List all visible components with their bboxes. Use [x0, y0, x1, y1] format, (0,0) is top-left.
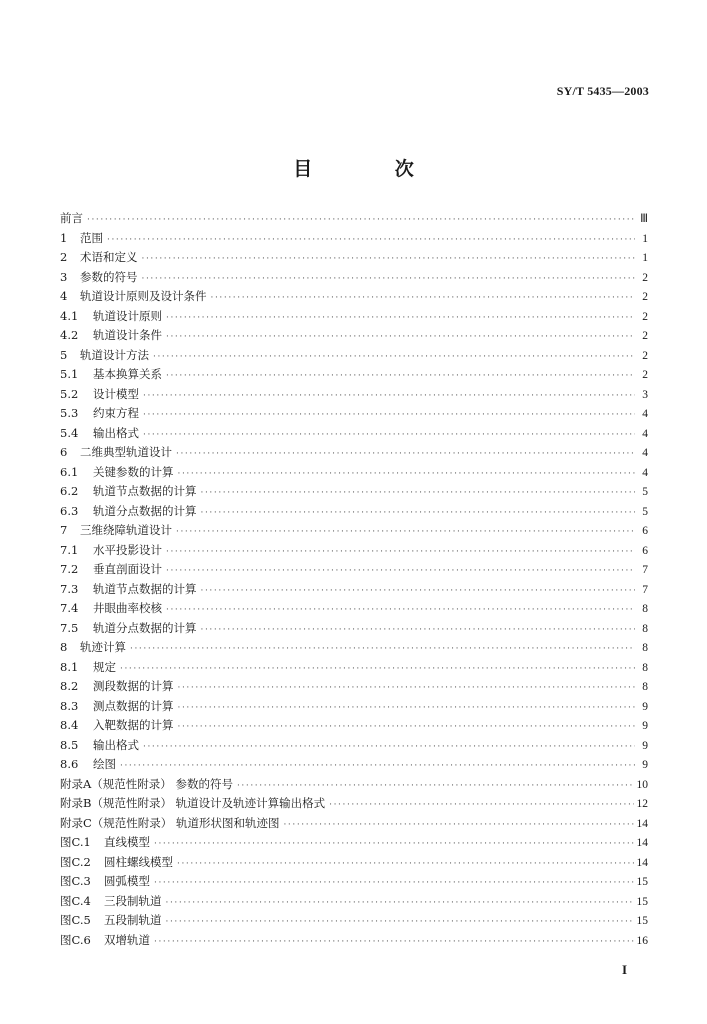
- toc-entry: [60, 463, 648, 483]
- toc-entry-page: 15: [636, 876, 648, 888]
- dot-leader: [178, 465, 636, 485]
- dot-leader: [143, 426, 635, 446]
- toc-entry-title: 关键参数的计算: [93, 464, 174, 479]
- toc-entry: [60, 697, 648, 717]
- toc-entry-page: 6: [642, 525, 648, 537]
- toc-entry: [60, 872, 648, 892]
- toc-entry-page: 16: [636, 934, 648, 947]
- toc-entry-page: 4: [642, 466, 648, 479]
- toc-entry: [60, 911, 648, 931]
- dot-leader: [154, 933, 634, 953]
- toc-entry-title: 前言: [60, 211, 83, 225]
- toc-entry-page: 5: [642, 505, 648, 518]
- dot-leader: [166, 894, 634, 914]
- toc-entry: [60, 658, 648, 678]
- toc-entry-number: 4.2: [60, 328, 79, 342]
- page-title: 目 次: [293, 158, 452, 180]
- toc-entry-number: 5.1: [60, 367, 79, 381]
- toc-entry-page: 3: [642, 388, 648, 401]
- toc-entry-title: 约束方程: [93, 406, 139, 420]
- toc-entry-number: 图C.1: [60, 835, 91, 849]
- toc-entry: [60, 638, 648, 658]
- dot-leader: [143, 738, 635, 758]
- dot-leader: [142, 250, 636, 270]
- dot-leader: [107, 231, 635, 251]
- toc-entry-title: 三段制轨道: [104, 893, 162, 908]
- dot-leader: [211, 289, 636, 309]
- toc-entry-title: 垂直剖面设计: [93, 562, 162, 576]
- toc-entry: [60, 307, 648, 327]
- toc-entry-number: 8.4: [60, 718, 79, 732]
- toc-entry-page: 9: [642, 739, 648, 752]
- toc-entry-number: 图C.4: [60, 893, 91, 908]
- toc-entry-page: 15: [636, 915, 648, 927]
- toc-entry-title: 轨道节点数据的计算: [93, 581, 197, 596]
- toc-entry-number: 5.3: [60, 406, 79, 420]
- toc-entry-page: 4: [642, 447, 648, 459]
- toc-entry-page: 14: [636, 817, 648, 830]
- dot-leader: [176, 445, 635, 465]
- toc-entry-page: 8: [642, 603, 648, 615]
- toc-entry-page: 14: [636, 856, 648, 869]
- toc-entry-page: 9: [642, 759, 648, 771]
- toc-entry: [60, 814, 648, 834]
- toc-entry-title: 附录B（规范性附录） 轨道设计及轨迹计算输出格式: [60, 796, 326, 810]
- toc-entry-number: 图C.5: [60, 913, 91, 927]
- toc-entry: [60, 385, 648, 405]
- toc-entry-number: 6.1: [60, 464, 79, 479]
- toc-entry-page: 2: [642, 369, 648, 381]
- toc-entry-title: 三维绕障轨道设计: [80, 523, 172, 537]
- dot-leader: [176, 523, 635, 543]
- toc-entry-number: 8: [60, 640, 68, 654]
- dot-leader: [166, 562, 635, 582]
- toc-entry-number: 5: [60, 347, 68, 362]
- toc-entry-page: 15: [636, 895, 648, 908]
- toc-entry-title: 绘图: [93, 757, 116, 771]
- toc-entry: [60, 404, 648, 424]
- toc-entry-title: 轨道设计条件: [93, 328, 162, 342]
- toc-entry: [60, 229, 648, 249]
- toc-entry: [60, 326, 648, 346]
- toc-entry-title: 输出格式: [93, 425, 139, 440]
- toc-entry-page: Ⅲ: [640, 213, 648, 225]
- toc-entry: [60, 365, 648, 385]
- toc-entry-page: 10: [636, 778, 648, 791]
- toc-entry-title: 直线模型: [104, 835, 150, 849]
- toc-entry-title: 基本换算关系: [93, 367, 162, 381]
- toc-entry-title: 二维典型轨道设计: [80, 445, 172, 459]
- dot-leader: [166, 328, 635, 348]
- toc-entry: [60, 853, 648, 873]
- toc-entry-number: 8.3: [60, 698, 79, 713]
- toc-entry-title: 双增轨道: [104, 932, 150, 947]
- toc-entry-number: 5.2: [60, 386, 79, 401]
- toc-entry-page: 4: [642, 427, 648, 440]
- toc-entry-number: 7.1: [60, 542, 79, 557]
- toc-entry-title: 参数的符号: [80, 269, 138, 284]
- dot-leader: [120, 660, 635, 680]
- toc-entry: [60, 482, 648, 502]
- toc-entry-number: 1: [60, 230, 68, 245]
- toc-entry-number: 图C.6: [60, 932, 91, 947]
- toc-entry-number: 4.1: [60, 308, 79, 323]
- toc-entry-number: 6.2: [60, 484, 79, 498]
- toc-entry-number: 3: [60, 269, 68, 284]
- toc-entry-title: 轨迹计算: [80, 640, 126, 654]
- dot-leader: [177, 855, 634, 875]
- standard-code: SY/T 5435—2003: [556, 84, 649, 98]
- toc-entry: [60, 541, 648, 561]
- dot-leader: [153, 348, 635, 368]
- toc-entry-title: 圆弧模型: [104, 874, 150, 888]
- dot-leader: [166, 309, 635, 329]
- dot-leader: [87, 211, 635, 231]
- toc-entry: [60, 268, 648, 288]
- dot-leader: [166, 601, 635, 621]
- toc-entry-page: 8: [642, 661, 648, 674]
- toc-entry-title: 轨道节点数据的计算: [93, 484, 197, 498]
- toc-entry: [60, 502, 648, 522]
- toc-entry-number: 图C.3: [60, 874, 91, 888]
- toc-entry-number: 6: [60, 445, 68, 459]
- toc-entry-title: 入靶数据的计算: [93, 718, 174, 732]
- toc-entry-title: 轨道设计方法: [80, 347, 149, 362]
- dot-leader: [178, 718, 636, 738]
- toc-entry-title: 水平投影设计: [93, 542, 162, 557]
- toc-entry-title: 附录C（规范性附录） 轨道形状图和轨迹图: [60, 815, 280, 830]
- toc-entry-title: 轨道分点数据的计算: [93, 620, 197, 635]
- table-of-contents: [60, 209, 648, 950]
- toc-entry-title: 术语和定义: [80, 250, 138, 264]
- toc-entry: [60, 209, 648, 229]
- dot-leader: [201, 582, 636, 602]
- toc-entry-number: 8.2: [60, 679, 79, 693]
- toc-entry-page: 9: [642, 700, 648, 713]
- dot-leader: [154, 874, 634, 894]
- toc-entry-number: 7.5: [60, 620, 79, 635]
- toc-entry-number: 7.4: [60, 601, 79, 615]
- dot-leader: [201, 484, 636, 504]
- toc-entry: [60, 248, 648, 268]
- dot-leader: [178, 699, 636, 719]
- toc-entry-number: 5.4: [60, 425, 79, 440]
- dot-leader: [143, 387, 635, 407]
- dot-leader: [201, 504, 636, 524]
- toc-entry-title: 输出格式: [93, 737, 139, 752]
- toc-entry-page: 2: [642, 349, 648, 362]
- toc-entry-page: 9: [642, 720, 648, 732]
- toc-entry-page: 1: [642, 232, 648, 245]
- toc-entry-number: 2: [60, 250, 68, 264]
- toc-entry-number: 7.3: [60, 581, 79, 596]
- page-number: I: [621, 962, 627, 977]
- toc-entry-number: 图C.2: [60, 854, 91, 869]
- toc-entry-page: 12: [636, 798, 648, 810]
- toc-entry: [60, 736, 648, 756]
- toc-entry: [60, 560, 648, 580]
- dot-leader: [143, 406, 635, 426]
- dot-leader: [142, 270, 636, 290]
- toc-entry-title: 轨道设计原则: [93, 308, 162, 323]
- toc-entry-page: 7: [642, 564, 648, 576]
- toc-entry-number: 8.1: [60, 659, 79, 674]
- toc-entry: [60, 892, 648, 912]
- toc-entry: [60, 346, 648, 366]
- toc-entry-title: 井眼曲率校核: [93, 601, 162, 615]
- toc-entry: [60, 424, 648, 444]
- toc-entry-number: 6.3: [60, 503, 79, 518]
- toc-entry-page: 14: [636, 837, 648, 849]
- dot-leader: [283, 816, 633, 836]
- toc-entry-title: 附录A（规范性附录） 参数的符号: [60, 776, 233, 791]
- toc-entry-title: 轨道分点数据的计算: [93, 503, 197, 518]
- toc-entry-number: 8.6: [60, 757, 79, 771]
- toc-entry-title: 测段数据的计算: [93, 679, 174, 693]
- toc-entry: [60, 755, 648, 775]
- toc-entry-page: 8: [642, 642, 648, 654]
- toc-entry: [60, 443, 648, 463]
- dot-leader: [178, 679, 636, 699]
- toc-entry-number: 7.2: [60, 562, 79, 576]
- toc-entry-title: 五段制轨道: [104, 913, 162, 927]
- toc-entry-title: 设计模型: [93, 386, 139, 401]
- toc-entry-number: 7: [60, 523, 68, 537]
- toc-entry-title: 规定: [93, 659, 116, 674]
- toc-entry-title: 轨道设计原则及设计条件: [80, 289, 207, 303]
- toc-entry: [60, 677, 648, 697]
- toc-entry-page: 1: [642, 252, 648, 264]
- toc-entry: [60, 716, 648, 736]
- toc-entry: [60, 521, 648, 541]
- toc-entry-page: 2: [642, 291, 648, 303]
- toc-entry-page: 7: [642, 583, 648, 596]
- toc-entry-title: 范围: [80, 230, 103, 245]
- toc-entry: [60, 580, 648, 600]
- toc-entry-page: 2: [642, 330, 648, 342]
- dot-leader: [154, 835, 634, 855]
- dot-leader: [166, 913, 634, 933]
- toc-entry: [60, 794, 648, 814]
- toc-entry: [60, 775, 648, 795]
- toc-entry-number: 4: [60, 289, 68, 303]
- toc-entry: [60, 619, 648, 639]
- toc-entry-page: 5: [642, 486, 648, 498]
- toc-entry-number: 8.5: [60, 737, 79, 752]
- dot-leader: [130, 640, 635, 660]
- toc-entry: [60, 287, 648, 307]
- toc-entry: [60, 599, 648, 619]
- dot-leader: [201, 621, 636, 641]
- dot-leader: [166, 367, 635, 387]
- toc-entry-page: 2: [642, 271, 648, 284]
- dot-leader: [329, 796, 633, 816]
- dot-leader: [166, 543, 635, 563]
- toc-entry-title: 测点数据的计算: [93, 698, 174, 713]
- toc-entry-page: 4: [642, 408, 648, 420]
- toc-entry-page: 8: [642, 681, 648, 693]
- toc-entry: [60, 833, 648, 853]
- toc-entry-page: 8: [642, 622, 648, 635]
- toc-entry-page: 6: [642, 544, 648, 557]
- toc-entry-title: 圆柱螺线模型: [104, 854, 173, 869]
- toc-entry-page: 2: [642, 310, 648, 323]
- toc-entry: [60, 931, 648, 951]
